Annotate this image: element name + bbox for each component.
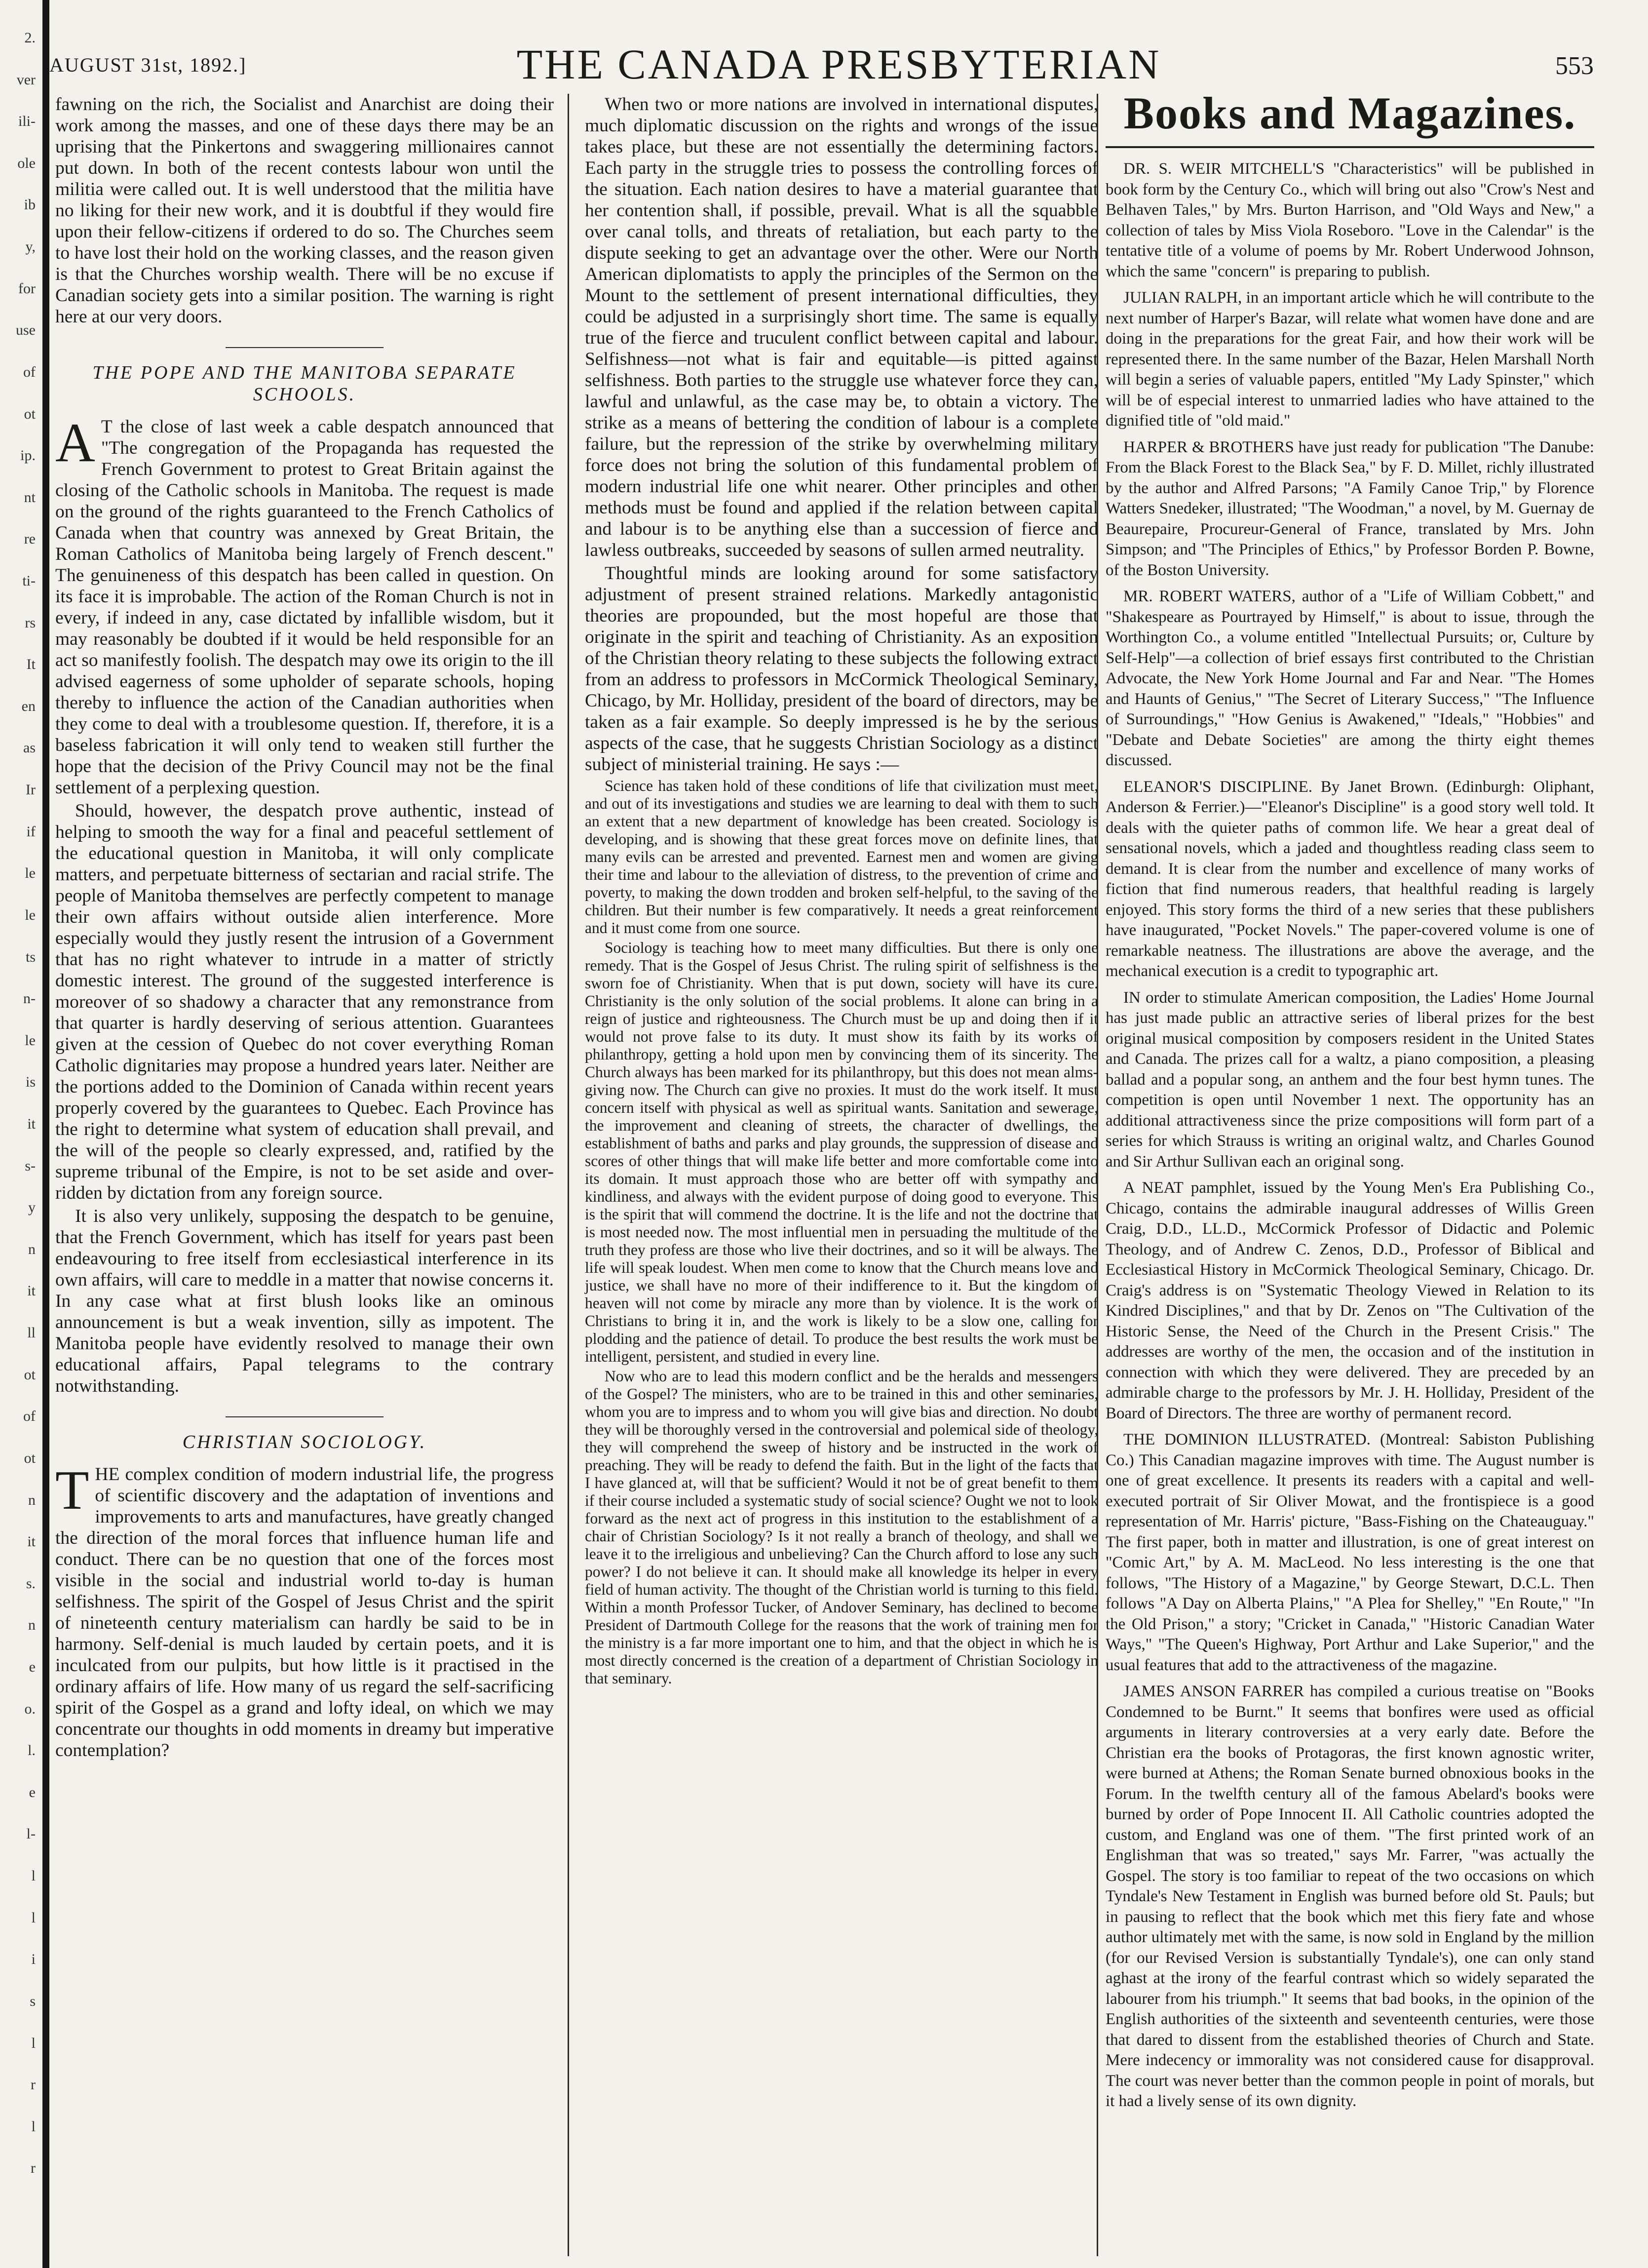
gutter-fragment: n bbox=[28, 1491, 36, 1508]
quote-ministers: Now who are to lead this modern conflict and be the heralds and messengers of the Gospel? The ministers, who are to be trained in this and other seminaries, whom you are to impress and to whom you will give bias and direction. No doubt they will be thoroughly versed in the controversial and polemical side of theology, they will comprehend the sweep of history and be instructed in the work of preaching. They will be ready to defend the faith. But in the light of the facts that I have glanced at, will that be sufficient? Would it not be of great benefit to them if their course included a systematic study of social science? Ought we not to look forward as the next act of progress in this institution to the establishment of a chair of Christian Sociology? Is it not really a branch of theology, and shall we leave it to the irreligious and unbelieving? Can the Church afford to lose any such power? I do not believe it can. It should make all knowledge its helper in every field of human activity. The thought of the Christian world is turning to this field. Within a month Professor Tucker, of Andover Seminary, has declined to become President of Dartmouth College for the reasons that the work of training men for the ministry is a far more important one to him, and that the object in which he is most directly concerned is the creation of a department of Christian Sociology in that seminary. bbox=[585, 1368, 1098, 1687]
gutter-fragment: l bbox=[31, 1909, 36, 1926]
gutter-fragment: l bbox=[31, 2118, 36, 2135]
gutter-fragment: ver bbox=[16, 71, 36, 88]
gutter-fragment: n bbox=[28, 1241, 36, 1257]
paragraph-sociology-1: THE complex condition of modern industrial life, the progress of scientific discovery and the adaptation of inventions and improvements to arts and manufactures, have greatly changed the direction of the moral forces that influence human life and conduct. There can be no question that one of the forces most visible in the social and industrial world to-day is human selfishness. The spirit of the Gospel of Jesus Christ and the spirit of nineteenth century materialism can hardly be said to be in harmony. Self-denial is much lauded by certain poets, and it is inculcated from our pulpits, but how little is it practised in the ordinary affairs of life. How many of us regard the self-sacrificing spirit of the Gospel as a grand and lofty ideal, on which we may concentrate our thoughts in odd moments in dreamy but imperative contemplation? bbox=[55, 1460, 554, 1760]
gutter-fragment: of bbox=[23, 1408, 36, 1425]
gutter-fragment: l bbox=[31, 2034, 36, 2051]
gutter-binding-rule bbox=[42, 0, 49, 2268]
gutter-fragment: y, bbox=[25, 238, 36, 255]
book-item: A NEAT pamphlet, issued by the Young Men's Era Publishing Co., Chicago, contains the admirable inaugural addresses of Willis Green Craig, D.D., LL.D., McCormick Professor of Didactic and Polemic Theology, and of Andrew C. Zenos, D.D., Professor of Biblical and Ecclesiastical History in McCormick Theological Seminary, Chicago. Dr. Craig's address is on "Systematic Theology Viewed in Relation to its Kindred Disciplines," and that by Dr. Zenos on "The Cultivation of the Historic Sense, the Need of the Church in the Present Crisis." The addresses are worthy of the men, the occasion and of the institution in connection with which they were delivered. They are preceded by an admirable charge to the professors by Mr. J. H. Holliday, President of the Board of Directors. The three are worthy of permanent record. bbox=[1106, 1179, 1594, 1422]
quote-science: Science has taken hold of these conditions of life that civilization must meet, and out of its investigations and studies we are learning to deal with them to such an extent that a new department of knowledge has been created. Sociology is developing, and is showing that these great forces move on definite lines, that many evils can be arrested and prevented. Earnest men and women are giving their time and labour to the alleviation of distress, to the prevention of crime and poverty, to making the down trodden and broken self-helpful, to the saving of the children. But their number is few comparatively. It needs a great reinforcement and it must come from one source. bbox=[585, 777, 1098, 937]
book-item: DR. S. WEIR MITCHELL'S "Characteristics" will be published in book form by the Century Co., which will bring out also "Crow's Nest and Belhaven Tales," by Mrs. Burton Harrison, and "Old Ways and New," a collection of tales by Miss Viola Roseboro. "Love in the Calendar" is the tentative title of a volume of poems by Mr. Robert Underwood Johnson, which the same "concern" is preparing to publish. bbox=[1106, 160, 1594, 280]
gutter-fragment: s bbox=[30, 1993, 36, 2009]
paragraph-intro: fawning on the rich, the Socialist and Anarchist are doing their work among the masses, and one of these days there may be an uprising that the Pinkertons and swaggering millionaires cannot put down. In both of the recent contests labour won until the militia were called out. It is well understood that the militia have no liking for their new work, and it is doubtful if they would fire upon their fellow-citizens if ordered to do so. The Churches seem to have lost their hold on the working classes, and the reason given is that the Churches worship wealth. There will be no excuse if Canadian society gets into a similar position. The warning is right here at our very doors. bbox=[55, 94, 554, 327]
gutter-fragment: it bbox=[27, 1116, 36, 1132]
gutter-fragment: It bbox=[26, 656, 36, 673]
books-magazines-heading: Books and Magazines. bbox=[1123, 88, 1576, 138]
paragraph-manitoba-3: It is also very unlikely, supposing the despatch to be genuine, that the French Government, which has itself for years past been endeavouring to free itself from ecclesiastical interference in its own affairs, will care to meddle in a matter that nowise concerns it. In any case what at first blush looks like an ominous announcement is but a weak invention, silly as impotent. The Manitoba people have evidently resolved to manage their own educational affairs, Papal telegrams to the contrary notwithstanding. bbox=[55, 1206, 554, 1396]
gutter-fragment: nt bbox=[24, 489, 36, 506]
gutter-fragment: use bbox=[16, 322, 36, 339]
section-title-sociology: CHRISTIAN SOCIOLOGY. bbox=[182, 1432, 427, 1452]
gutter-fragment: as bbox=[23, 740, 36, 756]
gutter-fragment: it bbox=[27, 1533, 36, 1550]
book-item: JULIAN RALPH, in an important article which he will contribute to the next number of Harper's Bazar, will relate what women have done and are doing in the preparations for the great Fair, and how their work will be represented there. In the same number of the Bazar, Helen Marshall North will begin a series of valuable papers, entitled "My Lady Spinster," which will be of especial interest to unmarried ladies who have attained to the dignified title of "old maid." bbox=[1106, 289, 1594, 430]
gutter-fragment: is bbox=[25, 1074, 36, 1091]
book-item: IN order to stimulate American composition, the Ladies' Home Journal has just made public an attractive series of liberal prizes for the best original musical composition by composers resident in the United States and Canada. The prizes call for a waltz, a piano composition, a pleasing ballad and a popular song, an anthem and the four best hymn tunes. The competition is open until November 1 next. The opportunity has an additional attractiveness since the prize compositions will form part of a series for which Strauss is writing an original waltz, and Charles Gounod and Sir Arthur Sullivan each an original song. bbox=[1106, 988, 1594, 1171]
gutter-fragment: of bbox=[23, 363, 36, 380]
section-title-manitoba: THE POPE AND THE MANITOBA SEPARATE SCHOOLS. bbox=[92, 362, 517, 405]
section-divider bbox=[226, 347, 383, 348]
paragraph-manitoba-2: Should, however, the despatch prove authentic, instead of helping to smooth the way for a final and peaceful settlement of the educational question in Manitoba, it will only complicate matters, and perpetuate bitterness of sectarian and racial strife. The people of Manitoba themselves are perfectly competent to manage their own affairs without outside alien interference. More especially would they justly resent the intrusion of a Government that has no right whatever to intrude in a matter of strictly domestic interest. The ground of the suggested interference is moreover of so shadowy a character that any remonstrance from that quarter is hardly deserving of serious attention. Guarantees given at the cession of Quebec do not cover everything Roman Catholic dignitaries may propose a hundred years later. Neither are the portions added to the Dominion of Canada within recent years properly covered by the guarantees to Quebec. Each Province has the right to determine what system of education shall prevail, and the will of the people so clearly expressed, and, ratified by the supreme tribunal of the Empire, is not to be set aside and over-ridden by dictation from any foreign source. bbox=[55, 801, 554, 1203]
gutter-fragment: for bbox=[18, 280, 36, 297]
heading-rule bbox=[1106, 146, 1594, 148]
gutter-fragment: n- bbox=[23, 990, 36, 1007]
gutter-fragment: re bbox=[24, 531, 36, 547]
gutter-fragment: rs bbox=[25, 614, 36, 631]
book-item: THE DOMINION ILLUSTRATED. (Montreal: Sabiston Publishing Co.) This Canadian magazine improves with time. The August number is one of great excellence. It presents its readers with a capital and well-executed portrait of Sir Oliver Mowat, and the frontispiece is a good representation of Mr. Harris' picture, "Bass-Fishing on the Chateauguay." The first paper, both in matter and illustration, is one of great interest on "Comic Art," by A. M. MacLeod. No less interesting is the one that follows, "The History of a Magazine," by George Stewart, D.C.L. Then follows "A Day on Alberta Plains," "A Plea for Shelley," "En Route," "In the Old Prison," a story; "Cricket in Canada," "Historic Canadian Water Ways," "The Queen's Highway, Port Arthur and Lake Superior," and the usual features that add to the attractiveness of the magazine. bbox=[1106, 1431, 1594, 1674]
gutter-fragment: ot bbox=[24, 405, 36, 422]
gutter-fragment: ti- bbox=[22, 573, 36, 589]
gutter-fragment: l- bbox=[26, 1826, 36, 1842]
gutter-fragment: if bbox=[26, 823, 36, 840]
gutter-fragment: Ir bbox=[26, 782, 36, 798]
gutter-fragment: y bbox=[28, 1199, 36, 1216]
book-item: HARPER & BROTHERS have just ready for publication "The Danube: From the Black Forest to the Black Sea," by F. D. Millet, richly illustrated by the author and Alfred Parsons; "A Family Canoe Trip," by Florence Watters Snedeker, illustrated; "The Woodman," a novel, by M. Guernay de Beaurepaire, Procureur-General of France, translated by Mrs. John Simpson; and "The Principles of Ethics," by Professor Borden P. Bowne, of the Boston University. bbox=[1106, 438, 1594, 579]
gutter-fragment: ib bbox=[24, 196, 36, 213]
book-item: JAMES ANSON FARRER has compiled a curious treatise on "Books Condemned to be Burnt." It seems that bonfires were used as official arguments in literary controversies at a very early date. Before the Christian era the books of Protagoras, the first known agnostic writer, were burned at Athens; the Roman Senate burned obnoxious books in the Forum. In the twelfth century all of the famous Abelard's books were burned by order of Pope Innocent II. All Catholic countries adopted the custom, and England was one of them. "The first printed work of an Englishman that was so treated," says Mr. Farrer, "was actually the Gospel. The story is too familiar to repeat of the two occasions on which Tyndale's New Testament in English was burned before old St. Pauls; but in pausing to reflect that the book which met this fiery fate and whose author ultimately met with the same, is now sold in England by the million (for our Revised Version is substantially Tyndale's), one can only stand aghast at the irony of the fearful contrast which so widely separated the labourer from his triumph." It seems that bad books, in the opinion of the English authorities of the sixteenth and seventeenth centuries, were those that dared to dissent from the established theories of Church and State. Mere indecency or immorality was not considered cause for disapproval. The court was never better than the common people in point of morals, but it had a lively sense of its own dignity. bbox=[1106, 1682, 1594, 2110]
quote-sociology: Sociology is teaching how to meet many difficulties. But there is only one remedy. That is the Gospel of Jesus Christ. The ruling spirit of selfishness is the sworn foe of Christianity. When that is put down, society will have its cure. Christianity is the only solution of the social problems. It alone can bring in a reign of justice and righteousness. The Church must be up and doing then if it would not prove false to its duty. It must show its faith by its works of philanthropy, getting a hold upon men by convincing them of its sincerity. The Church always has been marked for its philanthropy, but this does not mean alms-giving now. The Church can give no proxies. It must do the work itself. It must concern itself with physical as well as spiritual wants. Sanitation and sewerage, the improvement and cleaning of streets, the character of dwellings, the establishment of baths and parks and play grounds, the suppression of disease and scores of other things that will make life better and more comfortable come into its domain. It must approach those who are better off with sympathy and kindliness, and always with the evident purpose of doing good to everyone. This is the spirit that will commend the doctrine. It is the life and not the doctrine that is most needed now. The most influential men in persuading the multitude of the truth they profess are those who live their doctrines, and so it will be always. The life will speak loudest. When men come to know that the Church means love and justice, we shall have no more of their indifference to it. But the kingdom of heaven will not come by miracle any more than by violence. It is the work of Christians to bring it in, and the work is likely to be a slow one, calling for plodding and the patience of detail. To produce the best results the work must be intelligent, persistent, and studied in every line. bbox=[585, 939, 1098, 1365]
gutter-fragment: le bbox=[25, 906, 36, 923]
gutter-fragment: r bbox=[31, 2076, 36, 2093]
gutter-fragment: ip. bbox=[20, 447, 36, 464]
gutter-fragment: s- bbox=[25, 1157, 36, 1174]
dropcap-t: T bbox=[55, 1460, 89, 1521]
gutter-fragment: en bbox=[21, 698, 36, 714]
paragraph-nations: When two or more nations are involved in international disputes, much diplomatic discussion on the rights and wrongs of the issue takes place, but these are not essentially the determining factors. Each party in the struggle tries to possess the controlling forces of the situation. Each nation desires to have a material guarantee that her contention shall, if possible, prevail. What is all the squabble over canal tolls, and threats of retaliation, but each party to the dispute seeking to get an advantage over the other. Were our North American diplomatists to apply the principles of the Sermon on the Mount to the settlement of present international difficulties, they could be adjusted in a surprisingly short time. The same is equally true of the fierce and truculent conflict between capital and labour. Selfishness—not what is fair and equitable—is pitted against selfishness. Both parties to the struggle use whatever force they can, lawful and unlawful, as the case may be, to obtain a victory. The strike as a means of bettering the condition of labour is a complete failure, but the repression of the strike by overwhelming military force does not bring the solution of this fundamental problem of modern industrial life one whit nearer. Other principles and other methods must be found and applied if the relation between capital and labour is to be anything else than a succession of fierce and lawless outbreaks, succeeded by seasons of sullen armed neutrality. bbox=[585, 94, 1098, 560]
page-number: 553 bbox=[1555, 52, 1594, 80]
paragraph-thoughtful: Thoughtful minds are looking around for some satisfactory adjustment of present strained relations. Markedly antagonistic theories are propounded, but the most hopeful are those that originate in the spirit and teaching of Christianity. As an exposition of the Christian theory relating to these subjects the following extract from an address to professors in McCormick Theological Seminary, Chicago, by Mr. Holliday, president of the board of directors, may be taken as a fair example. So deeply impressed is he by the serious aspects of the case, that he suggests Christian Sociology as a distinct subject of ministerial training. He says :— bbox=[585, 563, 1098, 775]
paragraph-manitoba-1: A T the close of last week a cable despatch announced that "The congregation of the Propaganda has requested the French Government to protest to Great Britain against the closing of the Catholic schools in Manitoba. The request is made on the ground of the rights guaranteed to the French Catholics of Canada when that country was annexed by Great Britain, the Roman Catholics of Manitoba being largely of French descent." The genuineness of this despatch has been called in question. On its face it is improbable. The action of the Roman Church is not in every, if indeed in any, case dictated by infallible wisdom, but it may reasonably be doubted if it would be held responsible for an act so manifestly foolish. The despatch may owe its origin to the ill advised eagerness of some upholder of separate schools, hoping thereby to influence the action of the Canadian authorities when they come to deal with a troublesome question. If, therefore, it is a baseless fabrication it will only tend to weaken still further the hope that the decision of the Privy Council may not be the final settlement of a perplexing question. bbox=[55, 412, 554, 798]
gutter-fragment: 2. bbox=[24, 30, 36, 46]
book-item: ELEANOR'S DISCIPLINE. By Janet Brown. (Edinburgh: Oliphant, Anderson & Ferrier.)—"Eleanor's Discipline" is a good story well told. It deals with the quieter paths of common life. We hear a great deal of sensational novels, which a jaded and thoughtless reading class seem to demand. It is clear from the number and excellence of many works of fiction that find numerous readers, that healthful reading is largely enjoyed. This story forms the third of a new series that these publishers have inaugurated, "Pocket Novels." The paper-covered volume is one of remarkable neatness. The illustrations are above the average, and the mechanical execution is a credit to typographic art. bbox=[1106, 778, 1594, 980]
gutter-fragment: n bbox=[28, 1617, 36, 1634]
section-divider bbox=[226, 1416, 383, 1417]
gutter-fragment: ll bbox=[27, 1325, 36, 1341]
newspaper-title: THE CANADA PRESBYTERIAN bbox=[516, 40, 1161, 88]
gutter-fragment: e bbox=[29, 1784, 36, 1800]
column-3 bbox=[1106, 88, 1594, 2118]
gutter-fragment: r bbox=[31, 2160, 36, 2177]
gutter-fragment: ot bbox=[24, 1366, 36, 1383]
dropcap-a: A bbox=[55, 412, 95, 473]
gutter-fragment: ts bbox=[25, 948, 36, 965]
gutter-fragment: it bbox=[27, 1283, 36, 1299]
gutter-fragment: e bbox=[29, 1659, 36, 1675]
column-rule-1 bbox=[568, 94, 569, 2256]
gutter-fragment: l. bbox=[28, 1742, 36, 1759]
gutter-fragment: ole bbox=[17, 155, 36, 171]
gutter-fragment: le bbox=[25, 865, 36, 882]
book-item: MR. ROBERT WATERS, author of a "Life of William Cobbett," and "Shakespeare as Pourtrayed by Himself," is about to issue, through the Worthington Co., a volume entitled "Intellectual Pursuits; or, Culture by Self-Help"—a collection of brief essays first contributed to the Christian Advocate, the New York Home Journal and Far and Near. "The Homes and Haunts of Genius," "The Secret of Literary Success," "The Influence of Surroundings," "How Genius is Awakened," "Ideals," "Hobbies" and "Debate and Debate Societies" are among the thirty eight themes discussed. bbox=[1106, 587, 1594, 769]
page-header bbox=[49, 25, 1628, 94]
column-2 bbox=[585, 94, 1098, 1689]
gutter-fragment: ili- bbox=[18, 113, 36, 130]
gutter-fragment: i bbox=[31, 1951, 36, 1968]
gutter-fragment: ot bbox=[24, 1449, 36, 1466]
column-1 bbox=[55, 94, 554, 1763]
gutter-fragment: o. bbox=[24, 1700, 36, 1717]
gutter-fragment: l bbox=[31, 1868, 36, 1884]
left-gutter bbox=[0, 0, 47, 2268]
gutter-fragment: s. bbox=[26, 1575, 36, 1592]
gutter-fragment: le bbox=[25, 1032, 36, 1049]
header-date: AUGUST 31st, 1892.] bbox=[49, 54, 247, 76]
